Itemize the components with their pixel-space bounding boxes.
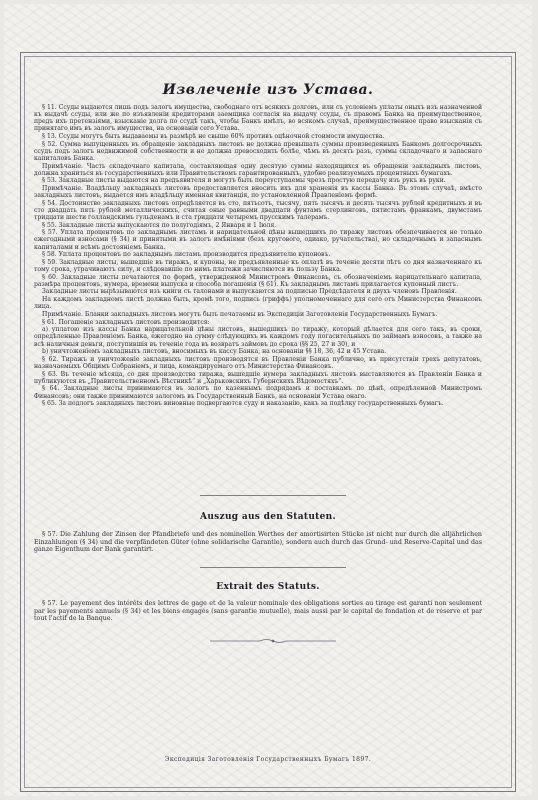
russian-paragraph: Закладные листы вырѣзываются изъ книги съ талонами и выпускаются за подписью Предсѣдателя и двухъ членовъ Правленія. [42,288,457,296]
divider-rule [200,567,346,568]
russian-paragraph: а) уплатою изъ кассы Банка нарицательной цѣны листовъ, вышедшихъ по тиражу, который дѣлается для сего такъ, въ сроки, опредѣленные Правленіемъ Банка, ежегодно на сумму слѣдующихъ въ каждомъ году погасительныхъ по займамъ взносовъ, а также на всѣ наличныя деньги, поступившія въ теченіе года въ возвратъ займовъ до срока (§§ 25, 27 и 30), и [34,326,482,348]
russian-paragraph: На каждомъ закладномъ листѣ должна быть, кромѣ того, подпись (гриффъ) уполномоченнаго для сего отъ Министерства Финансовъ лица. [34,296,482,311]
russian-paragraph: § 54. Достоинство закладныхъ листовъ опредѣляется въ сто, пятьсотъ, тысячу, пять тысячъ и десять тысячъ рублей кредитныхъ и въ сто двадцать пять рублей металлическихъ, считая оные равными двадцати фунтамъ стерлинговъ, пятистамъ франкамъ, двумстамъ тридцати шести голландскимъ гульденамъ и ста тридцати четыремъ прусскимъ талерамъ. [34,199,482,221]
russian-paragraph: § 53. Закладные листы выдаются на предъявителя и могутъ быть переуступаемы чрезъ простую передачу изъ рукъ въ руки. [42,177,446,185]
russian-paragraph: Примѣчаніе. Часть складочнаго капитала, составляющая одну десятую суммы находящихся въ обращеніи закладныхъ листовъ, должна храниться въ государственныхъ или Правительствомъ гарантированныхъ, удобно реализуемыхъ процентныхъ бумагахъ. [34,162,482,177]
divider-rule [200,495,346,496]
russian-paragraph: Примѣчаніе. Бланки закладныхъ листовъ могутъ быть печатаемы въ Экспедиціи Заготовленія Государственныхъ Бумагъ. [42,310,438,318]
printer-imprint: Экспедиція Заготовленія Государственныхъ Бумагъ 1897. [164,756,372,763]
russian-paragraph: § 60. Закладные листы печатаются по формѣ, утвержденной Министромъ Финансовъ, съ обозначеніемъ нарицательнаго капитала, размѣра процентовъ, нумера, времени выпуска и способа погашенія (§ 61). Къ закладнымъ листамъ прилагается купонный листъ. [34,273,482,288]
german-statute-text [34,531,482,554]
russian-paragraph: § 64. Закладные листы принимаются въ залогъ по казеннымъ подрядамъ и поставкамъ по цѣнѣ, опредѣленной Министромъ Финансовъ; они также принимаются залогомъ въ Государственный Банкъ, на основаніи Устава онаго. [34,385,482,400]
heading-french: Extrait des Statuts. [216,582,320,592]
russian-paragraph: § 13. Ссуды могутъ быть выдаваемы въ размѣрѣ не свыше 60% противъ оцѣночной стоимости имущества. [42,132,385,140]
document-sheet [4,4,532,796]
russian-paragraph: § 11. Ссуды выдаются лишь подъ залогъ имущества, свободнаго отъ всякихъ долговъ, или съ условіемъ уплаты оныхъ изъ назначенной къ выдачѣ ссуды, или же по изъявленіи кредиторами заемщика согласія на выдачу ссуды, съ правомъ Банка на преимущественное, предъ ихъ претензіями, взысканіе долга по ссудѣ такъ, чтобы Банкъ имѣлъ, во всякомъ случаѣ, преимущественное право взысканія съ принятаго имъ въ залогъ имущества, на основаніи сего Устава. [34,104,482,133]
russian-paragraph: § 57. Уплата процентовъ по закладнымъ листамъ и нарицательной цѣны вышедшихъ по тиражу листовъ обезпечивается не только ежегодными взносами (§ 34) и принятыми въ залогъ имѣніями (безъ кругового, одиако, ручательства), но складочнымъ и запаснымъ капиталами и всѣмъ достояніемъ Банка. [34,229,482,251]
russian-paragraph: § 59. Закладные листы, вышедшіе въ тиражъ, и купоны, не предъявленные къ оплатѣ въ теченіе десяти лѣтъ со дня назначеннаго къ тому срока, утрачиваютъ силу, и слѣдовавшіе по нимъ платежи зачисляются въ пользу Банка. [34,258,482,273]
russian-paragraph: § 61. Погашеніе закладныхъ листовъ производится: [42,318,210,326]
russian-paragraph: § 63. Въ теченіе мѣсяца, со дня производства тиража, вышедшіе нумера закладныхъ листовъ выставляются въ Правленіи Банка и публикуются въ „Правительственномъ Вѣстникѣ“ и „Харьковскихъ Губернскихъ Вѣдомостяхъ“. [34,370,482,385]
french-statute-text [34,600,482,623]
heading-german: Auszug aus den Statuten. [200,512,336,522]
russian-paragraph: § 62. Тиражъ и уничтоженіе закладныхъ листовъ производятся въ Правленіи Банка публично, въ присутствіи трехъ депутатовъ, назначаемыхъ Общимъ Собраніемъ, и лица, командируемаго отъ Министерства Финансовъ. [34,355,482,370]
russian-paragraph: § 58. Уплата процентовъ по закладнымъ листамъ производится предъявителю купоновъ. [42,251,331,259]
russian-paragraph: § 55. Закладные листы выпускаются по полугодіямъ, 2 Января и 1 Іюля. [42,221,277,229]
french-paragraph: § 57. Le payement des intérêts des lettres de gage et de la valeur nominale des obligations sorties au tirage est garanti non seulement par les payements annuels (§ 34) et les biens engagés (sans garantie mutuelle), mais aussi par le capital de fondation et de réserve et par tout l'actif de la Banque. [34,600,482,623]
russian-statute-text [34,104,482,408]
ornament-flourish [210,638,336,644]
german-paragraph: § 57. Die Zahlung der Zinsen der Pfandbriefe und des nominellen Werthes der amortisirten Stücke ist nicht nur durch die alljährlichen Einzahlungen (§ 34) und die verpfändeten Güter (ohne solidarische Garantie), sondern auch durch das Grund- und Reserve-Capital und das ganze Eigenthum der Bank garantirt. [34,531,482,554]
russian-paragraph: Примѣчаніе. Владѣльцу закладныхъ листовъ предоставляется вносить ихъ для храненія въ кассы Банка. Въ этомъ случаѣ, вмѣсто закладныхъ листовъ, выдается имъ владѣльцу именная квитанція, по установленной Правленіемъ формѣ. [34,185,482,200]
heading-russian: Извлеченіе изъ Устава. [162,82,374,98]
russian-paragraph: § 52. Сумма выпущенныхъ въ обращеніе закладныхъ листовъ не должна превышать суммы произведенныхъ Банкомъ долгосрочныхъ ссудъ подъ залогъ недвижимой собственности и не должна превосходить болѣе, чѣмъ въ десять разъ, суммы складочнаго и запаснаго капиталовъ Банка. [34,140,482,162]
russian-paragraph: § 65. За подлогъ закладныхъ листовъ виновные подвергаются суду и наказанію, какъ за подѣлку государственныхъ бумагъ. [42,400,444,408]
russian-paragraph: b) уничтоженіемъ закладныхъ листовъ, вносимыхъ въ кассу Банка, на основаніи §§ 18, 36, 42 и 45 Устава. [42,348,387,356]
